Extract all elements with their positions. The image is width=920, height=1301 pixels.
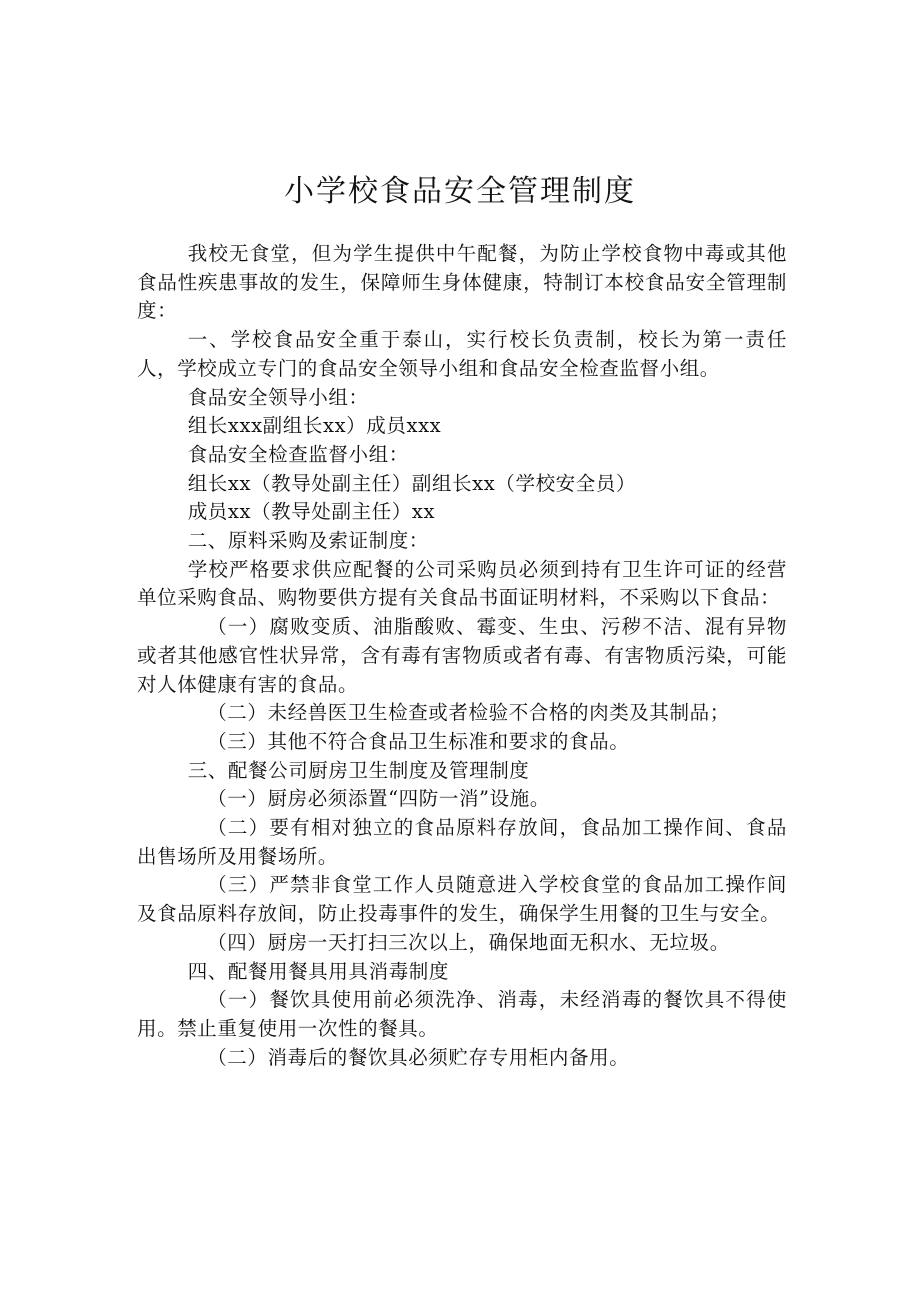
- section-3-item-2: （二）要有相对独立的食品原料存放间，食品加工操作间、食品出售场所及用餐场所。: [137, 816, 787, 868]
- document-title: 小学校食品安全管理制度: [284, 174, 636, 209]
- section-3-item-1: （一）厨房必须添置“四防一消”设施。: [207, 787, 550, 811]
- section-2-item-3: （三）其他不符合食品卫生标准和要求的食品。: [207, 729, 630, 753]
- inspection-group-leaders: 组长xx（教导处副主任）副组长xx（学校安全员）: [187, 471, 637, 495]
- section-4-heading: 四、配餐用餐具用具消毒制度: [187, 959, 449, 983]
- intro-paragraph: 我校无食堂，但为学生提供中午配餐，为防止学校食物中毒或其他食品性疾患事故的发生，保障师生身体健康，特制订本校食品安全管理制度：: [137, 242, 787, 323]
- leadership-group-heading: 食品安全领导小组：: [187, 385, 369, 409]
- section-1-paragraph: 一、学校食品安全重于泰山，实行校长负责制，校长为第一责任人，学校成立专门的食品安全领导小组和食品安全检查监督小组。: [137, 328, 787, 380]
- section-4-item-2: （二）消毒后的餐饮具必须贮存专用柜内备用。: [207, 1045, 630, 1069]
- inspection-group-heading: 食品安全检查监督小组：: [187, 442, 409, 466]
- inspection-group-members: 成员xx（教导处副主任）xx: [187, 500, 436, 524]
- section-3-item-4: （四）厨房一天打扫三次以上，确保地面无积水、无垃圾。: [207, 930, 730, 954]
- section-2-item-2: （二）未经兽医卫生检查或者检验不合格的肉类及其制品；: [207, 701, 730, 725]
- leadership-group-members: 组长xxx副组长xx）成员xxx: [187, 414, 442, 438]
- section-2-heading: 二、原料采购及索证制度：: [187, 529, 429, 553]
- section-3-heading: 三、配餐公司厨房卫生制度及管理制度: [187, 758, 530, 782]
- section-4-item-1: （一）餐饮具使用前必须洗净、消毒，未经消毒的餐饮具不得使用。禁止重复使用一次性的餐具。: [137, 988, 787, 1040]
- document-body: [137, 240, 787, 1072]
- section-2-paragraph: 学校严格要求供应配餐的公司采购员必须到持有卫生许可证的经营单位采购食品、购物要供方提有关食品书面证明材料，不采购以下食品：: [137, 557, 787, 610]
- section-2-item-1: （一）腐败变质、油脂酸败、霉变、生虫、污秽不洁、混有异物或者其他感官性状异常，含有毒有害物质或者有毒、有害物质污染，可能对人体健康有害的食品。: [137, 615, 787, 696]
- section-3-item-3: （三）严禁非食堂工作人员随意进入学校食堂的食品加工操作间及食品原料存放间，防止投毒事件的发生，确保学生用餐的卫生与安全。: [137, 873, 787, 926]
